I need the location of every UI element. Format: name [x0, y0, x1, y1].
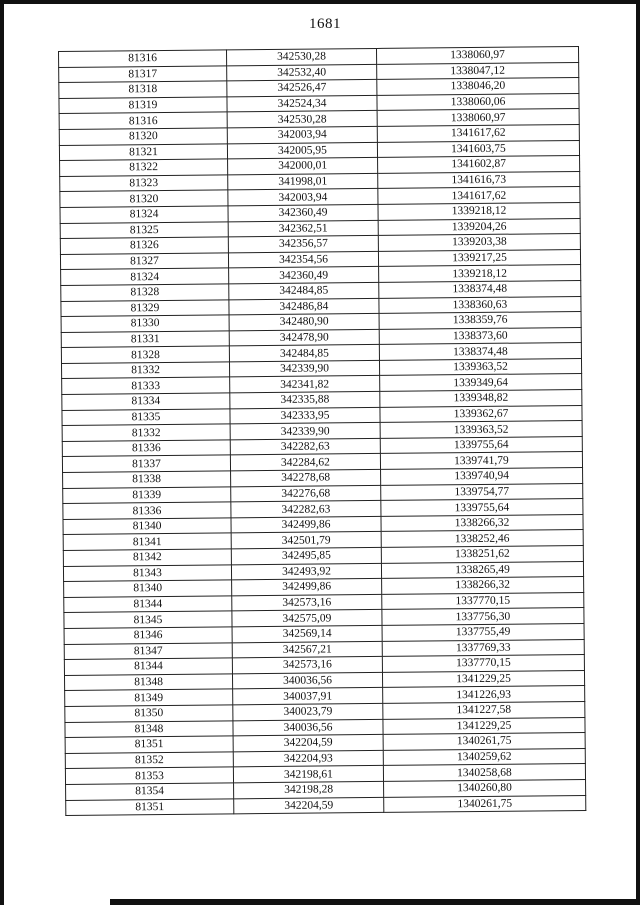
point-id-cell: 81334 [62, 393, 230, 410]
point-id-cell: 81329 [61, 299, 229, 316]
y-coordinate-cell: 1339217,25 [378, 249, 580, 267]
point-id-cell: 81318 [59, 81, 227, 98]
x-coordinate-cell: 342493,92 [231, 563, 381, 580]
y-coordinate-cell: 1339755,64 [380, 436, 582, 454]
y-coordinate-cell: 1339740,94 [381, 468, 583, 486]
x-coordinate-cell: 342356,57 [228, 236, 378, 253]
y-coordinate-cell: 1338060,97 [377, 109, 579, 127]
point-id-cell: 81327 [60, 253, 228, 270]
y-coordinate-cell: 1338252,46 [381, 530, 583, 548]
y-coordinate-cell: 1337770,15 [382, 592, 584, 610]
x-coordinate-cell: 342333,95 [230, 407, 380, 424]
x-coordinate-cell: 342278,68 [231, 469, 381, 486]
y-coordinate-cell: 1340260,80 [384, 779, 586, 797]
y-coordinate-cell: 1338266,32 [382, 577, 584, 595]
x-coordinate-cell: 340036,56 [232, 672, 382, 689]
x-coordinate-cell: 342530,28 [227, 111, 377, 128]
y-coordinate-cell: 1338360,63 [379, 296, 581, 314]
x-coordinate-cell: 342484,85 [229, 345, 379, 362]
point-id-cell: 81330 [61, 315, 229, 332]
point-id-cell: 81331 [61, 331, 229, 348]
x-coordinate-cell: 341998,01 [228, 173, 378, 190]
y-coordinate-cell: 1339754,77 [381, 483, 583, 501]
x-coordinate-cell: 342198,61 [233, 766, 383, 783]
y-coordinate-cell: 1338265,49 [381, 561, 583, 579]
x-coordinate-cell: 342573,16 [232, 657, 382, 674]
x-coordinate-cell: 342204,93 [233, 750, 383, 767]
point-id-cell: 81323 [60, 175, 228, 192]
y-coordinate-cell: 1341602,87 [378, 156, 580, 174]
x-coordinate-cell: 342282,63 [231, 501, 381, 518]
point-id-cell: 81343 [63, 564, 231, 581]
y-coordinate-cell: 1341229,25 [382, 670, 584, 688]
point-id-cell: 81345 [64, 611, 232, 628]
x-coordinate-cell: 340023,79 [233, 703, 383, 720]
x-coordinate-cell: 342276,68 [231, 485, 381, 502]
x-coordinate-cell: 342484,85 [229, 282, 379, 299]
x-coordinate-cell: 342339,90 [230, 423, 380, 440]
point-id-cell: 81333 [62, 377, 230, 394]
x-coordinate-cell: 342284,62 [230, 454, 380, 471]
point-id-cell: 81324 [61, 268, 229, 285]
y-coordinate-cell: 1339204,26 [378, 218, 580, 236]
x-coordinate-cell: 342360,49 [229, 267, 379, 284]
y-coordinate-cell: 1341603,75 [377, 140, 579, 158]
y-coordinate-cell: 1340258,68 [383, 764, 585, 782]
x-coordinate-cell: 342360,49 [228, 204, 378, 221]
y-coordinate-cell: 1341617,62 [378, 187, 580, 205]
x-coordinate-cell: 342204,59 [234, 797, 384, 814]
x-coordinate-cell: 342335,88 [230, 391, 380, 408]
x-coordinate-cell: 342532,40 [227, 64, 377, 81]
y-coordinate-cell: 1339755,64 [381, 499, 583, 517]
point-id-cell: 81319 [59, 97, 227, 114]
point-id-cell: 81353 [65, 767, 233, 784]
y-coordinate-cell: 1339349,64 [380, 374, 582, 392]
scan-border-right [636, 0, 640, 905]
coordinates-table-container [58, 46, 585, 816]
point-id-cell: 81348 [65, 720, 233, 737]
point-id-cell: 81324 [60, 206, 228, 223]
point-id-cell: 81320 [59, 128, 227, 145]
point-id-cell: 81341 [63, 533, 231, 550]
point-id-cell: 81321 [59, 143, 227, 160]
y-coordinate-cell: 1341226,93 [383, 686, 585, 704]
x-coordinate-cell: 342569,14 [232, 625, 382, 642]
y-coordinate-cell: 1338047,12 [377, 62, 579, 80]
point-id-cell: 81325 [60, 221, 228, 238]
x-coordinate-cell: 342486,84 [229, 298, 379, 315]
x-coordinate-cell: 342575,09 [232, 610, 382, 627]
point-id-cell: 81332 [61, 362, 229, 379]
x-coordinate-cell: 342573,16 [232, 594, 382, 611]
point-id-cell: 81322 [60, 159, 228, 176]
point-id-cell: 81335 [62, 409, 230, 426]
y-coordinate-cell: 1337769,33 [382, 639, 584, 657]
point-id-cell: 81349 [65, 689, 233, 706]
y-coordinate-cell: 1337770,15 [382, 655, 584, 673]
x-coordinate-cell: 342005,95 [227, 142, 377, 159]
y-coordinate-cell: 1340259,62 [383, 748, 585, 766]
x-coordinate-cell: 340037,91 [233, 688, 383, 705]
y-coordinate-cell: 1338251,62 [381, 545, 583, 563]
y-coordinate-cell: 1338046,20 [377, 78, 579, 96]
point-id-cell: 81347 [64, 642, 232, 659]
y-coordinate-cell: 1338060,06 [377, 93, 579, 111]
point-id-cell: 81336 [62, 440, 230, 457]
point-id-cell: 81328 [61, 284, 229, 301]
y-coordinate-cell: 1341617,62 [377, 124, 579, 142]
x-coordinate-cell: 342499,86 [232, 579, 382, 596]
page-number: 1681 [309, 16, 341, 32]
y-coordinate-cell: 1338266,32 [381, 514, 583, 532]
y-coordinate-cell: 1339363,52 [379, 358, 581, 376]
point-id-cell: 81316 [59, 112, 227, 129]
y-coordinate-cell: 1337756,30 [382, 608, 584, 626]
x-coordinate-cell: 342567,21 [232, 641, 382, 658]
y-coordinate-cell: 1341227,58 [383, 701, 585, 719]
y-coordinate-cell: 1337755,49 [382, 623, 584, 641]
y-coordinate-cell: 1339363,52 [380, 421, 582, 439]
x-coordinate-cell: 342499,86 [231, 516, 381, 533]
coordinates-table [58, 46, 586, 816]
y-coordinate-cell: 1338359,76 [379, 312, 581, 330]
x-coordinate-cell: 342282,63 [230, 438, 380, 455]
x-coordinate-cell: 342341,82 [230, 376, 380, 393]
y-coordinate-cell: 1338374,48 [379, 280, 581, 298]
y-coordinate-cell: 1338373,60 [379, 327, 581, 345]
point-id-cell: 81337 [62, 455, 230, 472]
x-coordinate-cell: 342501,79 [231, 532, 381, 549]
y-coordinate-cell: 1338060,97 [376, 47, 578, 65]
point-id-cell: 81317 [59, 65, 227, 82]
point-id-cell: 81351 [65, 736, 233, 753]
point-id-cell: 81348 [64, 674, 232, 691]
point-id-cell: 81328 [61, 346, 229, 363]
y-coordinate-cell: 1339218,12 [379, 265, 581, 283]
x-coordinate-cell: 342530,28 [226, 48, 376, 65]
x-coordinate-cell: 342204,59 [233, 735, 383, 752]
y-coordinate-cell: 1339203,38 [378, 234, 580, 252]
y-coordinate-cell: 1340261,75 [383, 733, 585, 751]
x-coordinate-cell: 342480,90 [229, 314, 379, 331]
y-coordinate-cell: 1339218,12 [378, 202, 580, 220]
x-coordinate-cell: 342003,94 [227, 126, 377, 143]
y-coordinate-cell: 1339348,82 [380, 390, 582, 408]
x-coordinate-cell: 342524,34 [227, 95, 377, 112]
point-id-cell: 81352 [65, 752, 233, 769]
x-coordinate-cell: 342354,56 [228, 251, 378, 268]
y-coordinate-cell: 1339741,79 [380, 452, 582, 470]
point-id-cell: 81336 [63, 502, 231, 519]
scan-border-left [0, 0, 4, 905]
y-coordinate-cell: 1339362,67 [380, 405, 582, 423]
y-coordinate-cell: 1341616,73 [378, 171, 580, 189]
point-id-cell: 81320 [60, 190, 228, 207]
coordinates-table-body [59, 47, 586, 816]
x-coordinate-cell: 342000,01 [228, 158, 378, 175]
y-coordinate-cell: 1338374,48 [379, 343, 581, 361]
scan-border-top [0, 0, 640, 4]
point-id-cell: 81350 [65, 705, 233, 722]
y-coordinate-cell: 1341229,25 [383, 717, 585, 735]
scan-border-bottom [110, 899, 640, 905]
x-coordinate-cell: 342339,90 [229, 360, 379, 377]
x-coordinate-cell: 342495,85 [231, 547, 381, 564]
y-coordinate-cell: 1340261,75 [384, 795, 586, 813]
point-id-cell: 81342 [63, 549, 231, 566]
x-coordinate-cell: 342003,94 [228, 189, 378, 206]
point-id-cell: 81344 [64, 596, 232, 613]
point-id-cell: 81339 [63, 486, 231, 503]
x-coordinate-cell: 342362,51 [228, 220, 378, 237]
point-id-cell: 81346 [64, 627, 232, 644]
x-coordinate-cell: 342526,47 [227, 80, 377, 97]
point-id-cell: 81340 [63, 518, 231, 535]
point-id-cell: 81338 [63, 471, 231, 488]
point-id-cell: 81316 [59, 50, 227, 67]
point-id-cell: 81340 [64, 580, 232, 597]
point-id-cell: 81351 [66, 798, 234, 815]
x-coordinate-cell: 340036,56 [233, 719, 383, 736]
x-coordinate-cell: 342478,90 [229, 329, 379, 346]
point-id-cell: 81326 [60, 237, 228, 254]
point-id-cell: 81332 [62, 424, 230, 441]
x-coordinate-cell: 342198,28 [234, 781, 384, 798]
point-id-cell: 81354 [66, 783, 234, 800]
point-id-cell: 81344 [64, 658, 232, 675]
